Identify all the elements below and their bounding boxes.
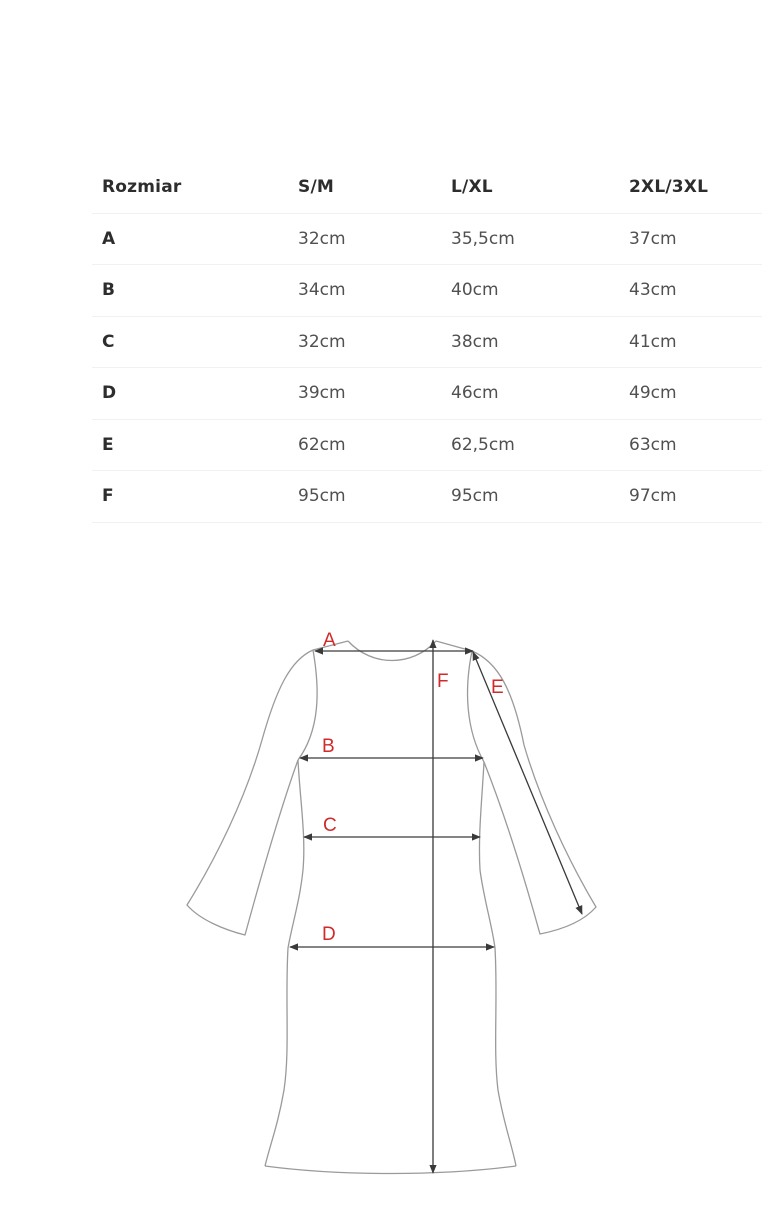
row-label: C	[92, 316, 288, 368]
row-label: B	[92, 265, 288, 317]
arrow-e	[473, 652, 582, 914]
row-label: D	[92, 368, 288, 420]
table-cell: 35,5cm	[441, 213, 619, 265]
dress-outline	[187, 641, 596, 1174]
label-d: D	[322, 924, 336, 945]
table-cell: 62cm	[288, 419, 441, 471]
table-header-row	[92, 162, 762, 213]
row-label: E	[92, 419, 288, 471]
table-row	[92, 316, 762, 368]
row-label: F	[92, 471, 288, 523]
header-rozmiar: Rozmiar	[92, 162, 288, 213]
table-row	[92, 213, 762, 265]
table-cell: 97cm	[619, 471, 762, 523]
table-cell: 32cm	[288, 316, 441, 368]
row-label: A	[92, 213, 288, 265]
table-cell: 34cm	[288, 265, 441, 317]
label-c: C	[323, 815, 337, 836]
label-a: A	[323, 630, 336, 651]
table-cell: 49cm	[619, 368, 762, 420]
table-cell: 39cm	[288, 368, 441, 420]
armhole-left	[298, 650, 317, 760]
label-f: F	[437, 671, 449, 692]
measurement-arrows	[290, 640, 582, 1173]
table-row	[92, 471, 762, 523]
size-table	[92, 162, 762, 523]
hem	[265, 1166, 516, 1174]
header-2xl3xl: 2XL/3XL	[619, 162, 762, 213]
table-cell: 46cm	[441, 368, 619, 420]
body-side-left	[265, 760, 304, 1166]
table-cell: 62,5cm	[441, 419, 619, 471]
table-cell: 43cm	[619, 265, 762, 317]
shoulder-line-right	[436, 641, 472, 651]
body-side-right	[479, 762, 516, 1166]
label-e: E	[491, 677, 504, 698]
table-cell: 38cm	[441, 316, 619, 368]
table-cell: 95cm	[441, 471, 619, 523]
left-sleeve	[187, 650, 313, 935]
header-lxl: L/XL	[441, 162, 619, 213]
table-row	[92, 265, 762, 317]
table-cell: 63cm	[619, 419, 762, 471]
table-cell: 95cm	[288, 471, 441, 523]
table-cell: 32cm	[288, 213, 441, 265]
header-sm: S/M	[288, 162, 441, 213]
table-cell: 37cm	[619, 213, 762, 265]
table-cell: 40cm	[441, 265, 619, 317]
table-cell: 41cm	[619, 316, 762, 368]
dress-measurement-diagram	[0, 600, 780, 1200]
armhole-right	[468, 651, 484, 762]
table-row	[92, 419, 762, 471]
label-b: B	[322, 736, 335, 757]
table-row	[92, 368, 762, 420]
